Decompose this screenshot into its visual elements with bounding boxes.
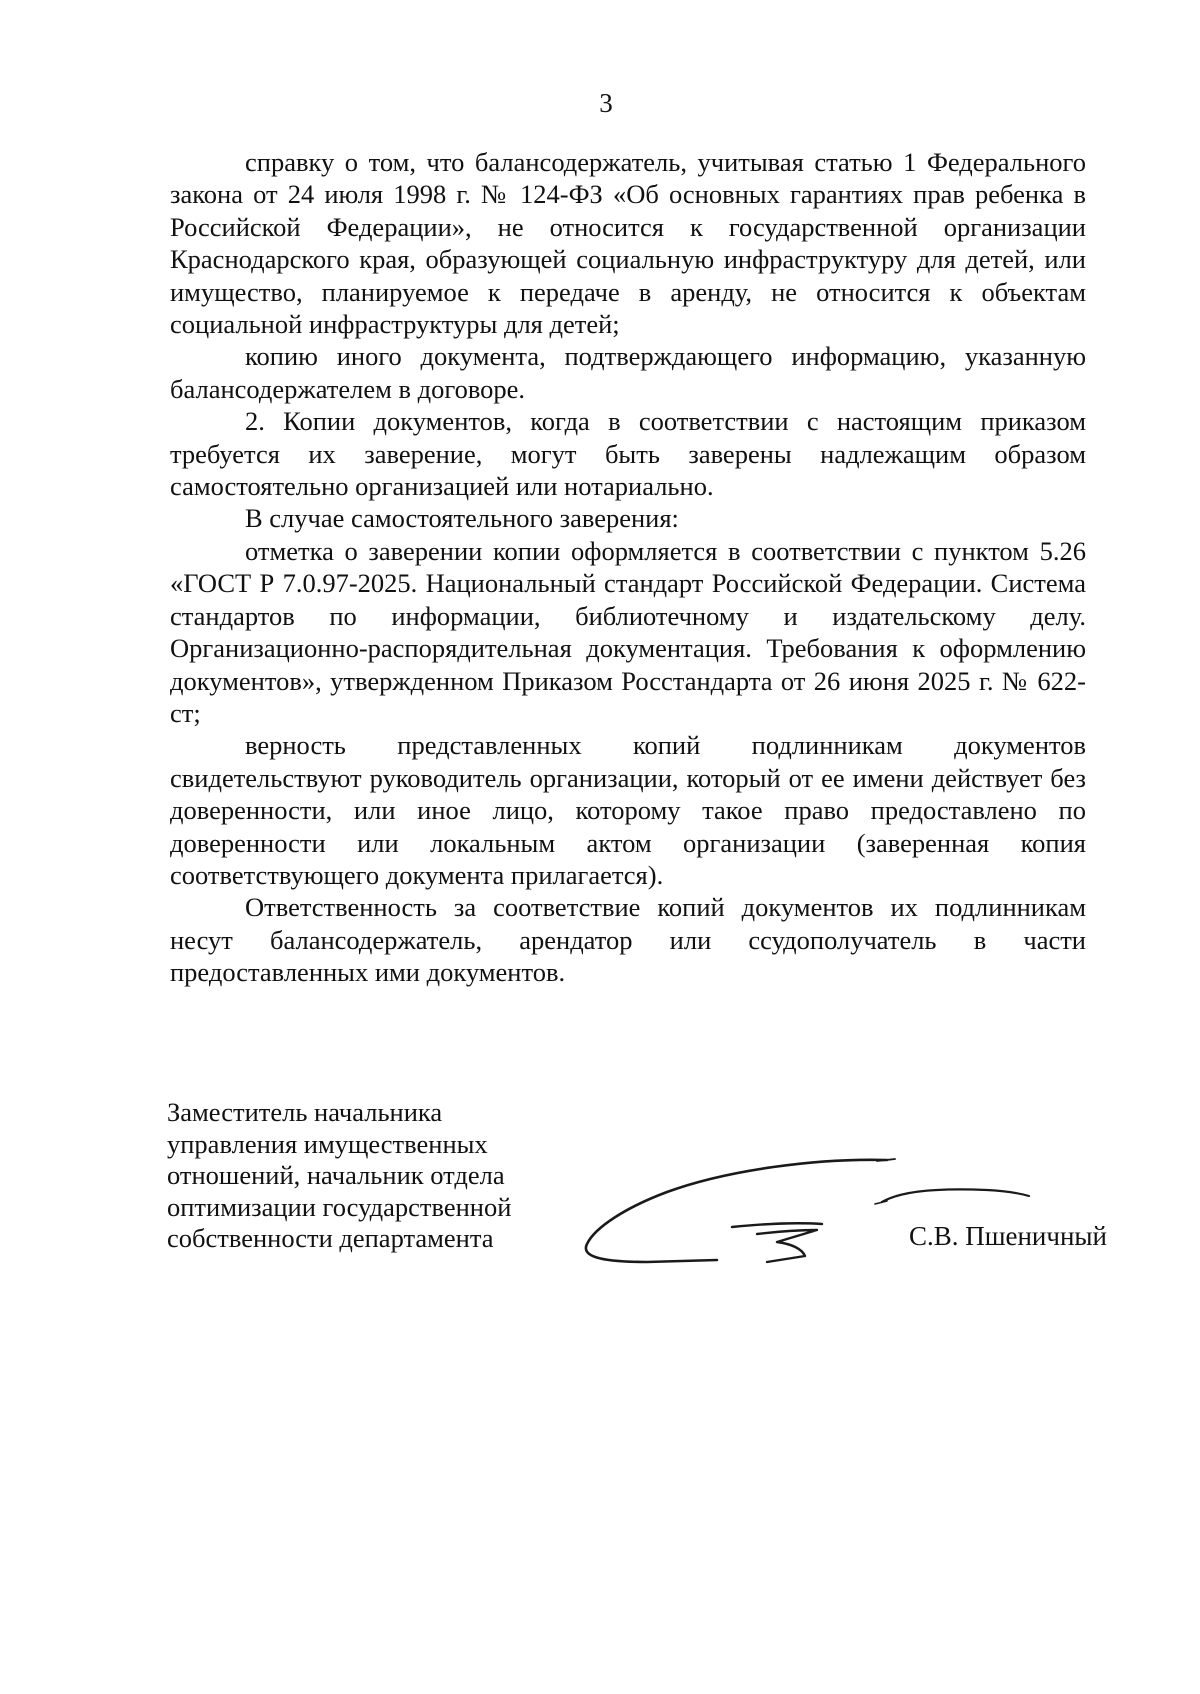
paragraph-copies-certification: 2. Копии документов, когда в соответствии с настоящим приказом требуется их заверение, могут быть заверены надлежащим образом самостоятельно организацией или нотариально.	[170, 406, 1086, 502]
signatory-title	[167, 1097, 567, 1255]
signatory-title-line: Заместитель начальника	[167, 1097, 443, 1127]
document-body	[170, 146, 1086, 989]
signatory-name: С.В. Пшеничный	[908, 1221, 1107, 1251]
paragraph-copy-authenticity: верность представленных копий подлинникам документов свидетельствуют руководитель организации, который от ее имени действует без доверенности, или иное лицо, которому такое право предоставлено по доверенности или локальным актом организации (заверенная копия соответствующего документа прилагается).	[170, 730, 1086, 890]
paragraph-certificate: справку о том, что балансодержатель, учитывая статью 1 Федерального закона от 24 июля 1998 г. № 124-ФЗ «Об основных гарантиях прав ребенка в Российской Федерации», не относится к государственной организации Краснодарского края, образующей социальную инфраструктуру для детей, или имущество, планируемое к передаче в аренду, не относится к объектам социальной инфраструктуры для детей;	[170, 147, 1086, 340]
paragraph-certification-mark: отметка о заверении копии оформляется в соответствии с пунктом 5.26 «ГОСТ Р 7.0.97-2025. Национальный стандарт Российской Федерации. Система стандартов по информации, библиотечному и издательскому делу. Организационно-распорядительная документация. Требования к оформлению документов», утвержденном Приказом Росстандарта от 26 июня 2025 г. № 622-ст;	[170, 535, 1086, 728]
signatory-title-line: оптимизации государственной	[167, 1191, 512, 1222]
paragraph-responsibility: Ответственность за соответствие копий документов их подлинникам несут балансодержатель, арендатор или ссудополучатель в части предоставленных ими документов.	[170, 892, 1086, 988]
signatory-title-line: управления имущественных	[167, 1128, 488, 1159]
paragraph-self-certification: В случае самостоятельного заверения:	[245, 503, 679, 534]
signature-block	[167, 1097, 1107, 1297]
paragraph-document-copy: копию иного документа, подтверждающего информацию, указанную балансодержателем в договоре.	[170, 341, 1086, 404]
signatory-title-line: собственности департамента	[167, 1223, 494, 1254]
handwritten-signature	[577, 1152, 1047, 1272]
page-number: 3	[599, 88, 613, 118]
signatory-title-line: отношений, начальник отдела	[167, 1160, 505, 1191]
